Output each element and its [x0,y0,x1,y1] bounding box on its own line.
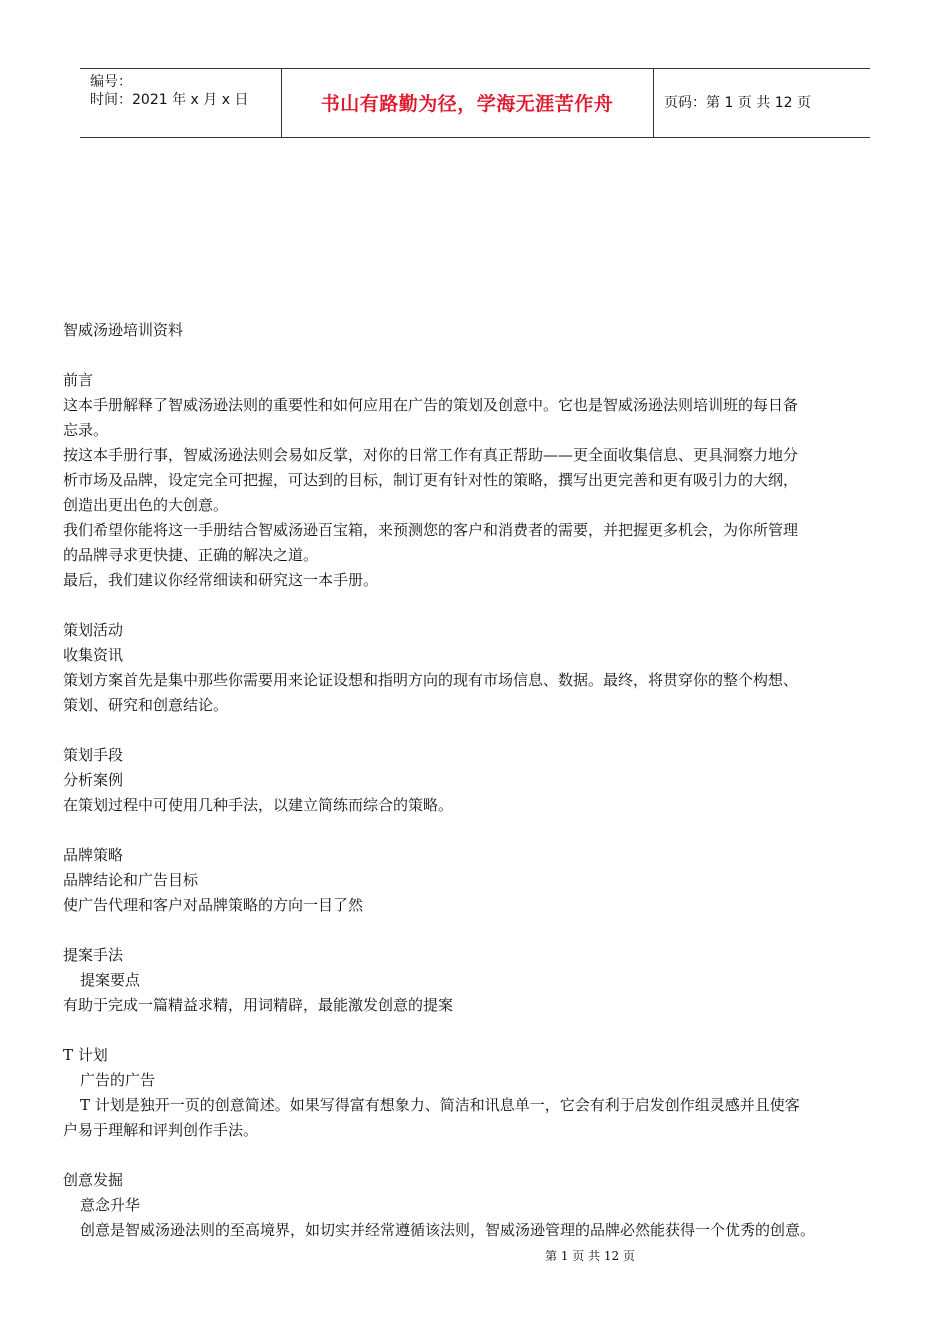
preface-line: 这本手册解释了智威汤逊法则的重要性和如何应用在广告的策划及创意中。它也是智威汤逊法则培训班的每日备 [63,396,799,414]
header-left-cell [80,69,282,137]
document-header [80,68,870,138]
preface-line: 忘录。 [63,421,109,439]
section-text: 有助于完成一篇精益求精，用词精辟，最能激发创意的提案 [63,996,454,1014]
section-text: 策划、研究和创意结论。 [63,696,229,714]
preface-line: 我们希望你能将这一手册结合智威汤逊百宝箱，来预测您的客户和消费者的需要，并把握更多机会，为你所管理 [63,521,799,539]
section-heading: 品牌策略 [63,846,124,864]
section-subheading: 分析案例 [63,771,124,789]
section-text: 在策划过程中可使用几种手法，以建立简练而综合的策略。 [63,796,454,814]
preface-line: 析市场及品牌，设定完全可把握，可达到的目标，制订更有针对性的策略，撰写出更完善和更有吸引力的大纲， [63,471,799,489]
section-heading: 策划手段 [63,746,124,764]
document-title: 智威汤逊培训资料 [63,321,184,339]
section-subheading: 意念升华 [80,1196,141,1214]
preface-line: 最后，我们建议你经常细读和研究这一本手册。 [63,571,379,589]
section-text: 创意是智威汤逊法则的至高境界，如切实并经常遵循该法则，智威汤逊管理的品牌必然能获得一个优秀的创意。 [80,1221,816,1239]
preface-line: 的品牌寻求更快捷、正确的解决之道。 [63,546,319,564]
header-page-info: 页码：第 1 页 共 12 页 [664,95,811,111]
header-page-cell [654,69,870,137]
preface-line: 创造出更出色的大创意。 [63,496,229,514]
section-subheading: 收集资讯 [63,646,124,664]
preface-heading: 前言 [63,371,94,389]
section-subheading: 广告的广告 [80,1071,156,1089]
spacer [63,718,893,743]
header-motto-cell [281,69,654,137]
spacer [63,343,893,368]
section-heading: T 计划 [63,1046,108,1064]
preface-line: 按这本手册行事，智威汤逊法则会易如反掌，对你的日常工作有真正帮助——更全面收集信息、更具洞察力地分 [63,446,799,464]
header-time-label: 时间：2021 年 x 月 x 日 [90,92,249,108]
section-heading: 创意发掘 [63,1171,124,1189]
spacer [63,1018,893,1043]
header-motto: 书山有路勤为径，学海无涯苦作舟 [320,93,614,115]
section-heading: 提案手法 [63,946,124,964]
section-subheading: 品牌结论和广告目标 [63,871,199,889]
section-text: 户易于理解和评判创作手法。 [63,1121,259,1139]
header-number-label: 编号： [90,74,132,90]
section-text: 策划方案首先是集中那些你需要用来论证设想和指明方向的现有市场信息、数据。最终，将贯穿你的整个构想、 [63,671,799,689]
spacer [63,1143,893,1168]
document-body [63,318,893,1243]
page-footer [0,1248,950,1264]
spacer [63,593,893,618]
section-text: T 计划是独开一页的创意简述。如果写得富有想象力、简洁和讯息单一，它会有利于启发创作组灵感并且使客 [80,1096,800,1114]
spacer [63,818,893,843]
section-text: 使广告代理和客户对品牌策略的方向一目了然 [63,896,364,914]
section-heading: 策划活动 [63,621,124,639]
footer-page-number: 第 1 页 共 12 页 [545,1249,635,1263]
spacer [63,918,893,943]
section-subheading: 提案要点 [80,971,141,989]
